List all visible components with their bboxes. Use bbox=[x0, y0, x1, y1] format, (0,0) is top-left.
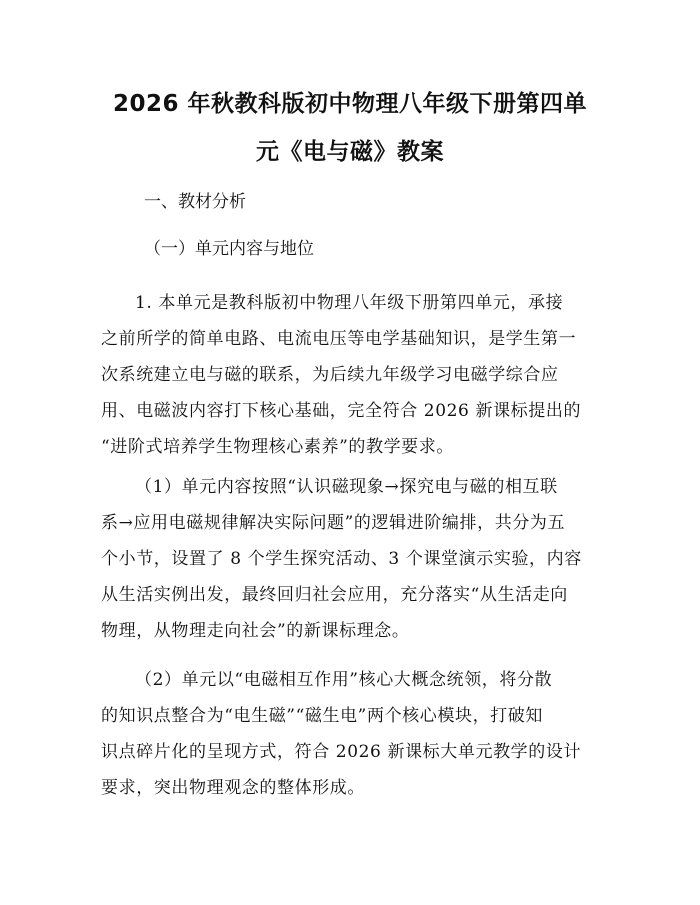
paragraph-line: 要求，突出物理观念的整体形成。 bbox=[101, 778, 365, 798]
paragraph-line: 之前所学的简单电路、电流电压等电学基础知识，是学生第一 bbox=[101, 329, 577, 349]
paragraph-line: 系→应用电磁规律解决实际问题”的逻辑进阶编排，共分为五 bbox=[101, 513, 566, 533]
paragraph-unit-position bbox=[101, 285, 601, 465]
paragraph-line: （1）单元内容按照“认识磁现象→探究电与磁的相互联 bbox=[135, 477, 558, 497]
paragraph-line: 1. 本单元是教科版初中物理八年级下册第四单元，承接 bbox=[135, 293, 564, 313]
paragraph-line: 的知识点整合为“电生磁”“磁生电”两个核心模块，打破知 bbox=[101, 706, 543, 726]
paragraph-core-concept bbox=[101, 662, 601, 806]
paragraph-line: 物理，从物理走向社会”的新课标理念。 bbox=[101, 621, 410, 641]
document-title-line-2: 元《电与磁》教案 bbox=[256, 139, 444, 165]
document-title-line-1: 2026 年秋教科版初中物理八年级下册第四单 bbox=[112, 91, 588, 117]
paragraph-line: 从生活实例出发，最终回归社会应用，充分落实“从生活走向 bbox=[101, 585, 568, 605]
paragraph-content-structure bbox=[101, 469, 601, 649]
paragraph-line: 个小节，设置了 8 个学生探究活动、3 个课堂演示实验，内容 bbox=[101, 549, 582, 569]
paragraph-line: “进阶式培养学生物理核心素养”的教学要求。 bbox=[101, 437, 454, 457]
section-heading: 一、教材分析 bbox=[144, 192, 246, 212]
paragraph-line: （2）单元以“电磁相互作用”核心大概念统领，将分散 bbox=[135, 670, 553, 690]
paragraph-line: 次系统建立电与磁的联系，为后续九年级学习电磁学综合应 bbox=[101, 365, 559, 385]
subsection-heading: （一）单元内容与地位 bbox=[144, 239, 314, 259]
paragraph-line: 用、电磁波内容打下核心基础，完全符合 2026 新课标提出的 bbox=[101, 401, 582, 421]
paragraph-line: 识点碎片化的呈现方式，符合 2026 新课标大单元教学的设计 bbox=[101, 742, 582, 762]
